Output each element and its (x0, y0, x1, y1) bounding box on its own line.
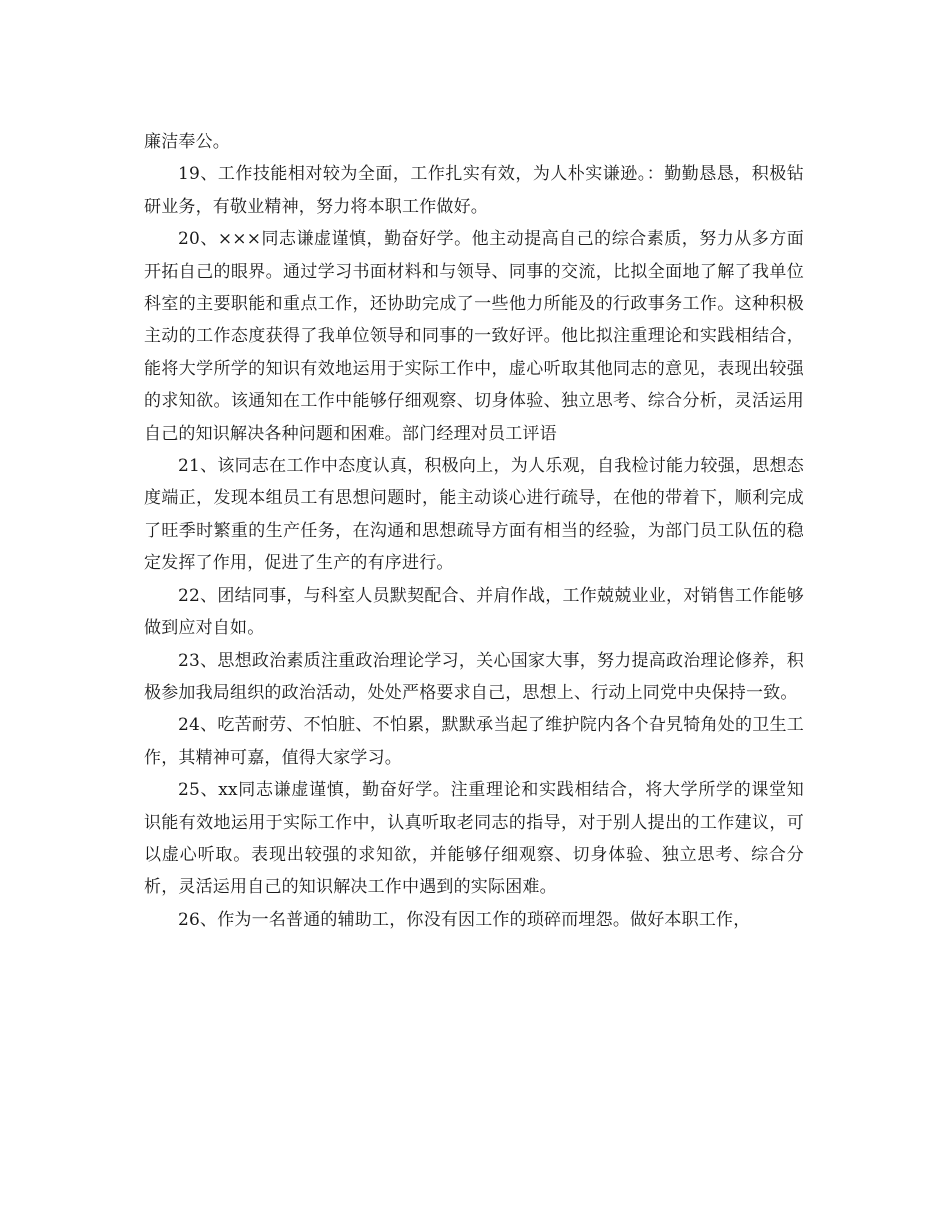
document-body (144, 126, 804, 936)
paragraph-24: 24、吃苦耐劳、不怕脏、不怕累，默默承当起了维护院内各个旮旯犄角处的卫生工作，其精神可嘉，值得大家学习。 (144, 715, 804, 768)
paragraph-21: 21、该同志在工作中态度认真，积极向上，为人乐观，自我检讨能力较强，思想态度端正，发现本组员工有思想问题时，能主动谈心进行疏导，在他的带着下，顺利完成了旺季时繁重的生产任务，在沟通和思想疏导方面有相当的经验，为部门员工队伍的稳定发挥了作用，促进了生产的有序进行。 (144, 456, 804, 574)
paragraph-0: 廉洁奉公。 (144, 132, 230, 152)
paragraph-23: 23、思想政治素质注重政治理论学习，关心国家大事，努力提高政治理论修养，积极参加我局组织的政治活动，处处严格要求自己，思想上、行动上同党中央保持一致。 (144, 650, 804, 703)
paragraph-26: 26、作为一名普通的辅助工，你没有因工作的琐碎而埋怨。做好本职工作， (178, 909, 751, 930)
paragraph-19: 19、工作技能相对较为全面，工作扎实有效，为人朴实谦逊。：勤勤恳恳，积极钻研业务，有敬业精神，努力将本职工作做好。 (144, 164, 804, 217)
paragraph-25: 25、xx同志谦虚谨慎，勤奋好学。注重理论和实践相结合，将大学所学的课堂知识能有效地运用于实际工作中，认真听取老同志的指导，对于别人提出的工作建议，可以虚心听取。表现出较强的求知欲，并能够仔细观察、切身体验、独立思考、综合分析，灵活运用自己的知识解决工作中遇到的实际困难。 (144, 780, 804, 898)
paragraph-20: 20、×××同志谦虚谨慎，勤奋好学。他主动提高自己的综合素质，努力从多方面开拓自己的眼界。通过学习书面材料和与领导、同事的交流，比拟全面地了解了我单位科室的主要职能和重点工作，还协助完成了一些他力所能及的行政事务工作。这种积极主动的工作态度获得了我单位领导和同事的一致好评。他比拟注重理论和实践相结合，能将大学所学的知识有效地运用于实际工作中，虚心听取其他同志的意见，表现出较强的求知欲。该通知在工作中能够仔细观察、切身体验、独立思考、综合分析，灵活运用自己的知识解决各种问题和困难。部门经理对员工评语 (144, 229, 804, 444)
paragraph-22: 22、团结同事，与科室人员默契配合、并肩作战，工作兢兢业业，对销售工作能够做到应对自如。 (144, 585, 804, 639)
